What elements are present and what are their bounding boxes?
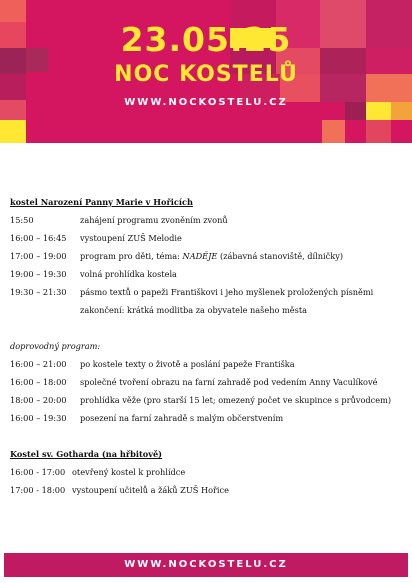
program-row <box>10 373 402 391</box>
program-time: 16:00 – 19:30 <box>10 413 67 423</box>
program-text: pásmo textů o papeži Františkovi i jeho myšlenek proložených písněmi <box>80 287 374 297</box>
header-banner <box>0 0 412 143</box>
program-row <box>10 409 402 427</box>
banner-mosaic-tile <box>0 0 26 22</box>
program-text: po kostele texty o životě a poslání papeže Františka <box>80 359 295 369</box>
program-row <box>10 211 402 229</box>
section-title: kostel Narození Panny Marie v Hořicích <box>10 197 193 207</box>
program-text-note: (zábavná stanoviště, dílničky) <box>220 251 344 261</box>
section-title: Kostel sv. Gotharda (na hřbitově) <box>10 449 163 459</box>
program-row <box>10 481 402 499</box>
program-time: 16:00 – 18:00 <box>10 377 67 387</box>
program-text: volná prohlídka kostela <box>80 269 177 279</box>
program-text: zakončení: krátká modlitba za obyvatele našeho města <box>80 305 308 315</box>
banner-url-link[interactable]: WWW.NOCKOSTELU.CZ <box>124 97 288 108</box>
program-theme: NADĚJE <box>182 251 218 261</box>
program-time: 16:00 – 21:00 <box>10 359 67 369</box>
program-time: 19:00 – 19:30 <box>10 269 67 279</box>
program-time <box>10 301 80 319</box>
banner-mosaic-tile <box>0 120 26 143</box>
program-row <box>10 301 402 319</box>
program-time: 19:30 – 21:30 <box>10 287 67 297</box>
program-time: 15:50 <box>10 215 34 225</box>
program-text-group <box>80 247 402 265</box>
banner-title: NOC KOSTELŮ <box>114 62 298 87</box>
program-text: vystoupení učitelů a žáků ZUŠ Hořice <box>72 485 229 495</box>
program-time: 18:00 – 20:00 <box>10 395 67 405</box>
program-row <box>10 247 402 265</box>
program-row <box>10 265 402 283</box>
footer-url-link[interactable]: WWW.NOCKOSTELU.CZ <box>4 553 408 577</box>
program-time: 17:00 – 19:00 <box>10 251 67 261</box>
program-text: prohlídka věže (pro starší 15 let; omezený počet ve skupince s průvodcem) <box>80 395 392 405</box>
program-text: posezení na farní zahradě s malým občerstvením <box>80 413 284 423</box>
program-time: 17:00 - 18:00 <box>10 485 66 495</box>
banner-mosaic-tile <box>322 120 345 143</box>
program-text: program pro děti, téma: <box>80 251 180 261</box>
program-row <box>10 229 402 247</box>
program-text: zahájení programu zvoněním zvonů <box>80 215 228 225</box>
banner-mosaic-tile <box>366 120 391 143</box>
program-text: otevřený kostel k prohlídce <box>72 467 186 477</box>
program-row <box>10 463 402 481</box>
banner-date: 23.05.25 <box>120 20 292 59</box>
program-text: vystoupení ZUŠ Melodie <box>80 233 182 243</box>
program-row <box>10 283 402 301</box>
program-content <box>10 193 402 499</box>
program-row <box>10 355 402 373</box>
section-subtitle: doprovodný program: <box>10 341 101 351</box>
program-time: 16:00 – 16:45 <box>10 233 67 243</box>
program-row <box>10 391 402 409</box>
program-time: 16:00 - 17:00 <box>10 467 66 477</box>
program-text: společné tvoření obrazu na farní zahradě pod vedením Anny Vaculíkové <box>80 377 378 387</box>
